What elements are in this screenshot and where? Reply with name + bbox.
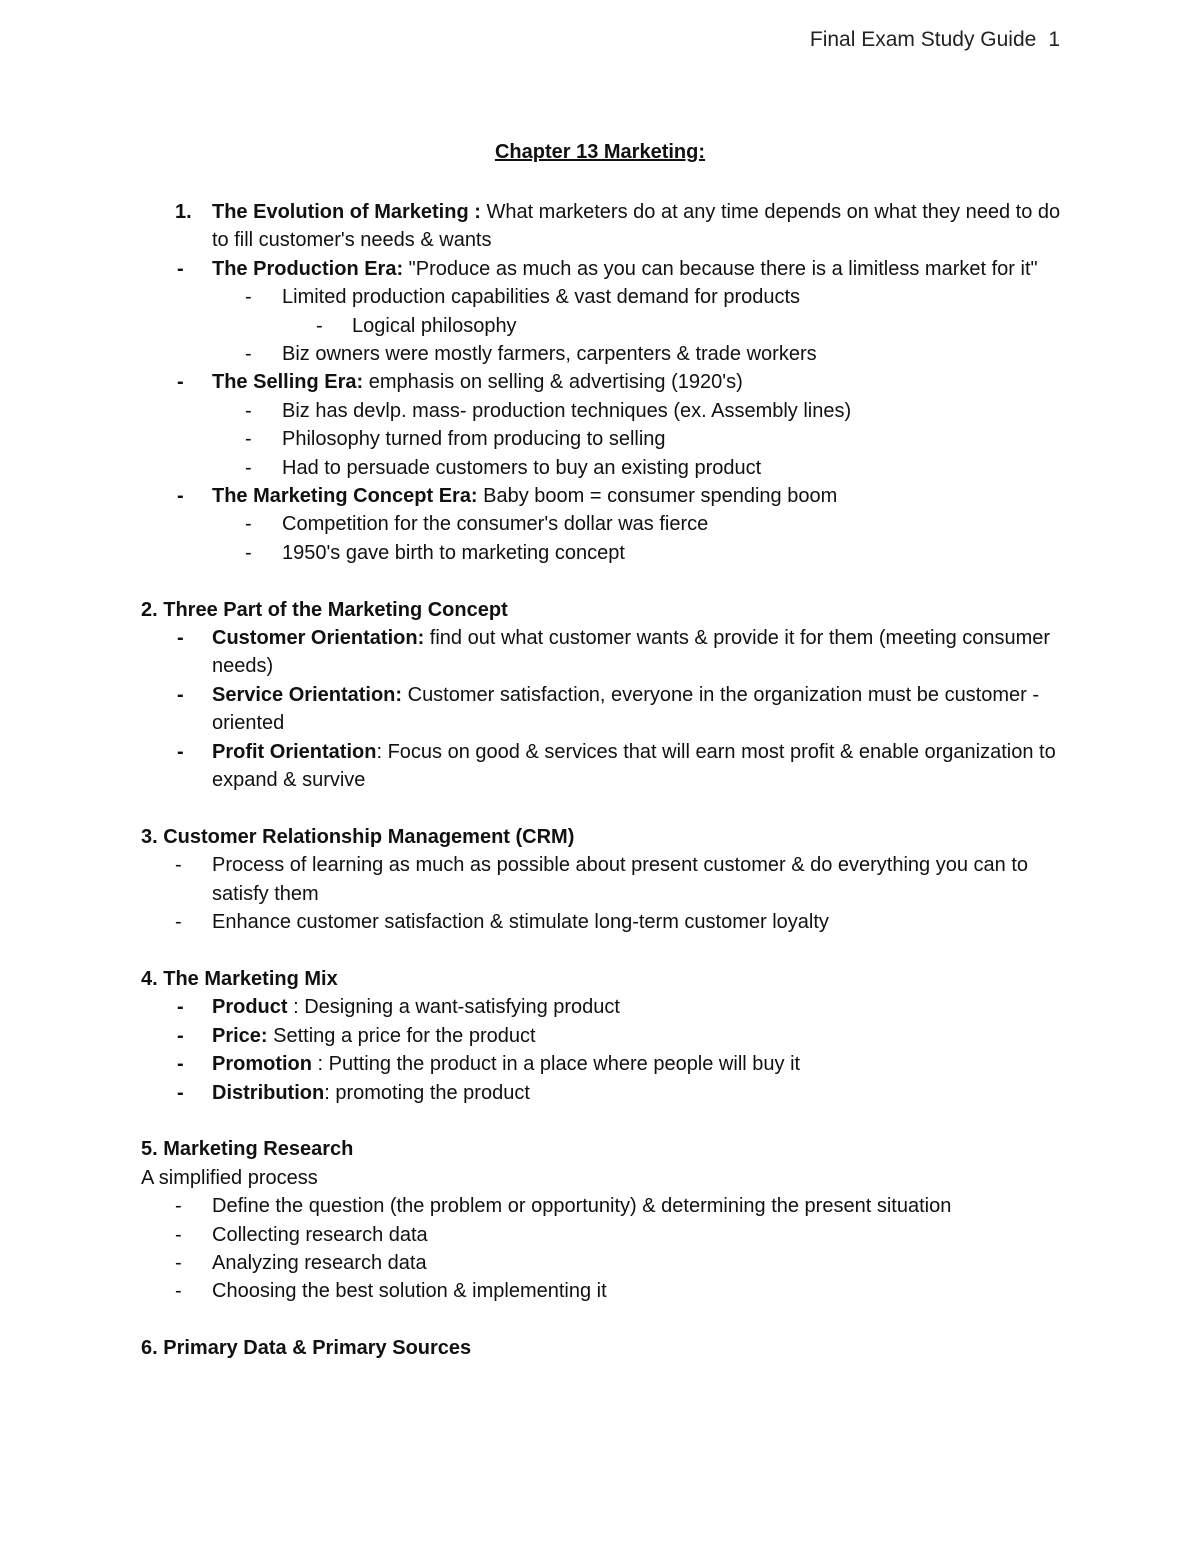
list-item [141,1277,1061,1305]
list-item-text: Biz owners were mostly farmers, carpenters & trade workers [282,343,817,366]
section-heading: 6. Primary Data & Primary Sources [141,1337,472,1360]
bullet: - [177,1024,184,1047]
term: Distribution [212,1081,325,1104]
list-item-text: Biz has devlp. mass- production techniques (ex. Assembly lines) [282,399,852,422]
list-item [141,1050,1061,1078]
section-heading: 5. Marketing Research [141,1138,354,1161]
definition: : Putting the product in a place where people will buy it [312,1053,801,1076]
list-item [141,425,1061,453]
section-heading: 2. Three Part of the Marketing Concept [141,598,508,621]
spacer [141,1107,1061,1135]
list-item-text: Process of learning as much as possible about present customer & do everything you can to satisfy them [212,854,1029,905]
bullet: - [177,740,184,763]
list-item [141,368,1061,396]
spacer [141,937,1061,965]
definition: : promoting the product [324,1081,530,1104]
bullet: - [175,911,182,934]
list-item [141,1192,1061,1220]
bullet: - [177,485,184,508]
list-item [141,283,1061,311]
definition: emphasis on selling & advertising (1920's) [363,371,743,394]
list-item [141,510,1061,538]
bullet: - [177,257,184,280]
bullet: - [245,456,252,479]
list-item [141,1221,1061,1249]
list-number: 1. [175,201,192,223]
list-item-text: Define the question (the problem or opportunity) & determining the present situation [212,1195,952,1218]
list-item [141,1249,1061,1277]
term: The Production Era: [212,257,404,280]
list-item [141,255,1061,283]
section-intro: A simplified process [141,1166,318,1189]
spacer [141,795,1061,823]
list-item [141,1022,1061,1050]
spacer [141,1306,1061,1334]
term: Product [212,996,288,1019]
list-item [141,454,1061,482]
bullet: - [175,1280,182,1303]
section-heading: 4. The Marketing Mix [141,967,338,990]
list-item [141,340,1061,368]
definition: Baby boom = consumer spending boom [477,485,838,508]
bullet: - [245,541,252,564]
list-item [141,681,1061,738]
list-item [141,908,1061,936]
list-item-text: Enhance customer satisfaction & stimulate long-term customer loyalty [212,911,829,934]
bullet: - [175,1195,182,1218]
spacer [141,567,1061,595]
list-item [141,1079,1061,1107]
definition: find out what customer wants & provide it for them (meeting consumer needs) [212,627,1051,678]
bullet: - [177,1053,184,1076]
term: The Evolution of Marketing : [212,201,481,223]
definition: : Focus on good & services that will earn most profit & enable organization to expand & survive [212,740,1056,792]
bullet: - [177,683,184,706]
bullet: - [245,513,252,536]
bullet: - [245,399,252,422]
bullet: - [175,1251,182,1274]
definition: What marketers do at any time depends on what they need to do to fill customer's needs & wants [212,201,1061,252]
term: Promotion [212,1053,312,1076]
list-item [141,624,1061,681]
list-item-text: Had to persuade customers to buy an existing product [282,456,762,479]
term: The Marketing Concept Era: [212,485,478,508]
list-item-text: 1950's gave birth to marketing concept [282,541,625,564]
bullet: - [177,996,184,1019]
page-header [810,28,1060,52]
list-item [141,539,1061,567]
term: Customer Orientation: [212,627,425,650]
bullet: - [245,428,252,451]
definition: Setting a price for the product [267,1024,536,1047]
list-item [141,851,1061,908]
bullet: - [316,314,323,337]
term: The Selling Era: [212,371,364,394]
list-item [141,397,1061,425]
list-item-text: Limited production capabilities & vast demand for products [282,286,801,309]
bullet: - [177,371,184,394]
page-number: 1 [1048,28,1060,51]
list-item-text: Collecting research data [212,1223,428,1246]
definition: : Designing a want-satisfying product [287,996,620,1019]
definition: Customer satisfaction, everyone in the organization must be customer - oriented [212,683,1040,735]
term: Price: [212,1024,268,1047]
list-item-text: Choosing the best solution & implementing it [212,1280,607,1303]
document-body [141,198,1061,1363]
list-item [141,993,1061,1021]
bullet: - [177,627,184,650]
bullet: - [245,286,252,309]
section-heading: 3. Customer Relationship Management (CRM) [141,825,575,848]
list-item [141,482,1061,510]
term: Profit Orientation [212,740,377,763]
list-item-text: Analyzing research data [212,1251,427,1274]
bullet: - [175,1223,182,1246]
header-title: Final Exam Study Guide [809,28,1037,51]
list-item-text: Logical philosophy [352,314,517,337]
definition: "Produce as much as you can because there is a limitless market for it" [403,257,1038,280]
term: Service Orientation: [212,683,403,706]
bullet: - [175,854,182,877]
bullet: - [245,343,252,366]
list-item [141,312,1061,340]
chapter-title: Chapter 13 Marketing: [494,141,706,163]
list-item-text: Competition for the consumer's dollar was fierce [282,513,709,536]
list-item [141,738,1061,795]
list-item-text: Philosophy turned from producing to selling [282,428,666,451]
bullet: - [177,1081,184,1104]
section-1-item [141,198,1061,255]
